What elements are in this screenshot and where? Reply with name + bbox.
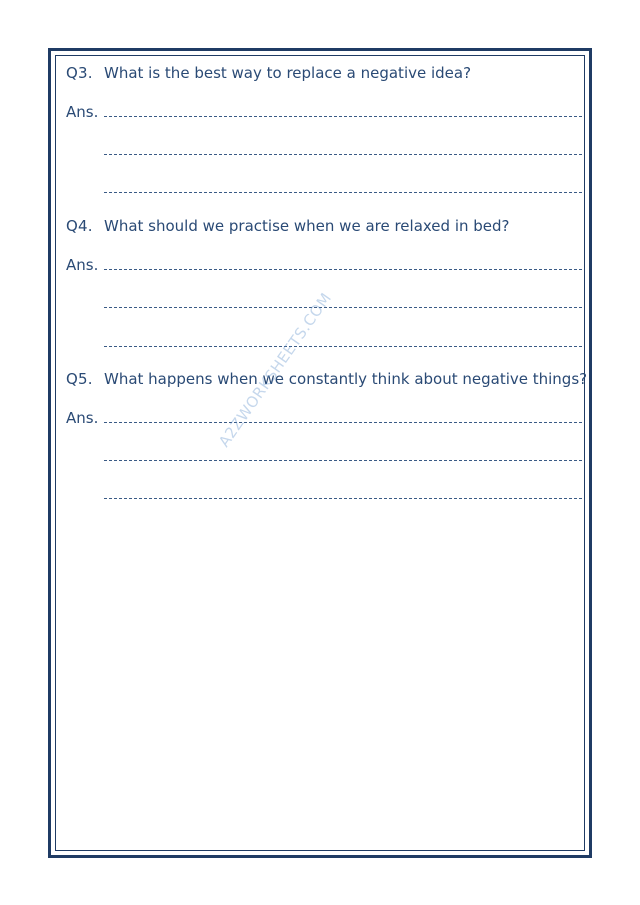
answer-line bbox=[104, 346, 582, 347]
answer-label: Ans. bbox=[66, 409, 99, 427]
question-text: What should we practise when we are relaxed in bed? bbox=[104, 217, 510, 235]
answer-line bbox=[104, 154, 582, 155]
answer-line bbox=[104, 116, 582, 117]
answer-line bbox=[104, 192, 582, 193]
answer-line bbox=[104, 307, 582, 308]
question-text: What happens when we constantly think about negative things? bbox=[104, 370, 588, 388]
answer-line bbox=[104, 460, 582, 461]
watermark: A2ZWORKSHEETS.COM bbox=[215, 289, 336, 451]
answer-line bbox=[104, 422, 582, 423]
worksheet-border bbox=[48, 48, 592, 858]
answer-line bbox=[104, 498, 582, 499]
answer-label: Ans. bbox=[66, 103, 99, 121]
question-number: Q4. bbox=[66, 217, 93, 235]
answer-line bbox=[104, 269, 582, 270]
question-number: Q3. bbox=[66, 64, 93, 82]
question-text: What is the best way to replace a negative idea? bbox=[104, 64, 472, 82]
question-number: Q5. bbox=[66, 370, 93, 388]
answer-label: Ans. bbox=[66, 256, 99, 274]
worksheet-inner-border bbox=[55, 55, 588, 851]
